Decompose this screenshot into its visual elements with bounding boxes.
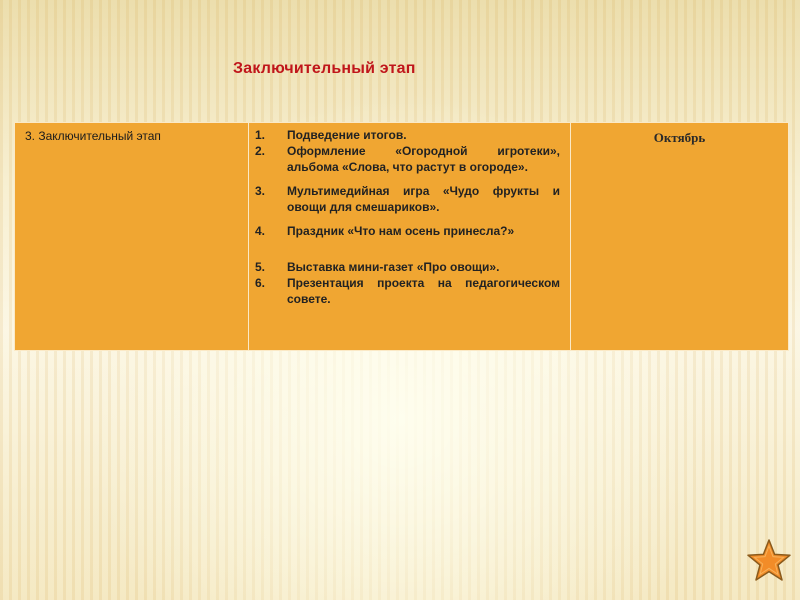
list-item	[255, 259, 560, 275]
list-item	[255, 223, 560, 239]
task-text: Мультимедийная игра «Чудо фрукты и овощи для смешариков».	[287, 184, 560, 214]
task-number: 5.	[255, 260, 266, 274]
star-nav-button[interactable]	[746, 538, 792, 584]
list-item	[255, 183, 560, 215]
table-row	[15, 123, 789, 351]
tasks-cell	[249, 123, 571, 351]
task-number: 1.	[255, 128, 266, 142]
task-list	[249, 123, 570, 307]
stage-label: 3. Заключительный этап	[25, 129, 161, 143]
task-text: Оформление «Огородной игротеки», альбома «Слова, что растут в огороде».	[287, 144, 560, 174]
task-number: 2.	[255, 144, 266, 158]
date-cell	[571, 123, 789, 351]
list-item	[255, 127, 560, 143]
task-text: Подведение итогов.	[287, 128, 407, 142]
plan-table	[14, 122, 789, 351]
list-item	[255, 275, 560, 307]
list-item	[255, 143, 560, 175]
task-text: Праздник «Что нам осень принесла?»	[287, 224, 515, 238]
star-icon	[746, 538, 792, 584]
date-label: Октябрь	[653, 130, 706, 145]
slide-title: Заключительный этап	[233, 60, 416, 77]
task-number: 6.	[255, 276, 266, 290]
task-number: 4.	[255, 224, 266, 238]
stage-cell	[15, 123, 249, 351]
task-text: Презентация проекта на педагогическом совете.	[287, 276, 560, 306]
task-text: Выставка мини-газет «Про овощи».	[287, 260, 500, 274]
task-number: 3.	[255, 184, 266, 198]
